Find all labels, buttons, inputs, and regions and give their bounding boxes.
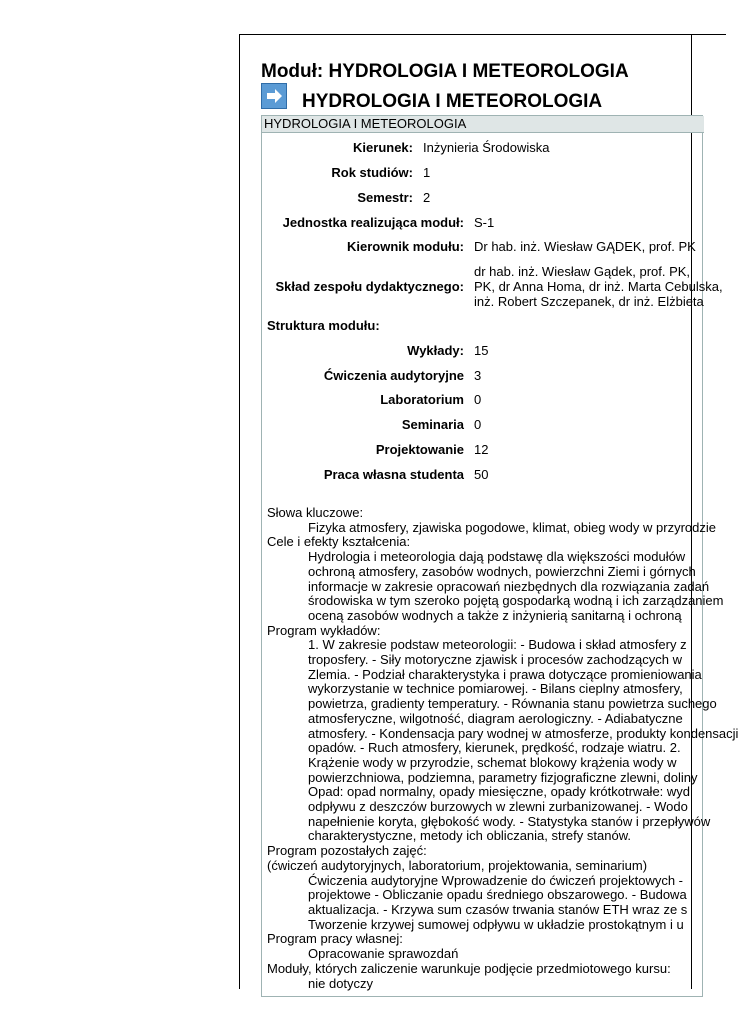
sklad-line-3: inż. Robert Szczepanek, dr inż. Elżbieta — [474, 294, 704, 309]
document-page — [239, 34, 738, 991]
other-classes-line: aktualizacja. - Krzywa sum czasów trwania stanów ETH wraz ze s — [308, 901, 688, 917]
sklad-label: Skład zespołu dydaktycznego: — [275, 279, 464, 294]
projektowanie-label: Projektowanie — [375, 442, 464, 457]
lectures-line: atmosfery. - Kondensacja pary wodnej w atmosferze, produkty kondensacji — [308, 725, 738, 741]
wyklady-value: 15 — [474, 343, 489, 358]
lectures-line: Krążenie wody w przyrodzie, schemat blokowy krążenia wody w — [308, 754, 677, 770]
lectures-line: odpływu z deszczów burzowych w zlewni zurbanizowanej. - Wodo — [308, 799, 688, 815]
module-header-bar: HYDROLOGIA I METEOROLOGIA — [262, 116, 704, 133]
goals-heading: Cele i efekty kształcenia: — [267, 534, 411, 550]
laboratorium-value: 0 — [474, 392, 482, 407]
page-clip — [240, 35, 738, 991]
projektowanie-value: 12 — [474, 442, 489, 457]
sklad-line-2: PK, dr Anna Homa, dr inż. Marta Cebulska, — [474, 279, 723, 294]
kierunek-label: Kierunek: — [353, 140, 413, 155]
other-classes-subheading: (ćwiczeń audytoryjnych, laboratorium, projektowania, seminarium) — [267, 857, 648, 873]
lectures-line: powierzchniowa, podziemna, parametry fizjograficzne zlewni, doliny — [308, 769, 698, 785]
page-title: Moduł: HYDROLOGIA I METEOROLOGIA — [261, 61, 629, 82]
seminaria-value: 0 — [474, 417, 482, 432]
lectures-line: wykorzystanie w technice pomiarowej. - Bilans cieplny atmosfery, — [308, 681, 683, 697]
lectures-line: powietrza, gradienty temperatury. - Równania stanu powietrza suchego — [308, 696, 717, 712]
other-classes-heading: Program pozostałych zajęć: — [267, 843, 427, 859]
keywords-heading: Słowa kluczowe: — [267, 505, 364, 520]
kierownik-value: Dr hab. inż. Wiesław GĄDEK, prof. PK — [474, 239, 696, 254]
seminaria-label: Seminaria — [401, 417, 464, 432]
jednostka-value: S-1 — [474, 215, 495, 230]
semestr-label: Semestr: — [357, 190, 413, 205]
lectures-line: napełnienie koryta, głębokość wody. - Statystyka stanów i przepływów — [308, 813, 711, 829]
struktura-heading: Struktura modułu: — [267, 318, 380, 333]
lectures-line: atmosferyczne, wilgotność, diagram aerologiczny. - Adiabatyczne — [308, 710, 683, 726]
rok-value: 1 — [423, 165, 431, 180]
semestr-value: 2 — [423, 190, 431, 205]
prerequisites-text: nie dotyczy — [308, 975, 374, 991]
jednostka-label: Jednostka realizująca moduł: — [282, 215, 464, 230]
lectures-line: troposfery. - Siły motoryczne zjawisk i procesów zachodzących w — [308, 652, 682, 668]
kierunek-value: Inżynieria Środowiska — [423, 140, 550, 155]
praca-wlasna-label: Praca własna studenta — [323, 467, 464, 482]
laboratorium-label: Laboratorium — [380, 392, 464, 407]
other-classes-line: Tworzenie krzywej sumowej odpływu w układzie prostokątnym i u — [308, 916, 684, 932]
goals-line: informacje w zakresie opracowań niezbędnych dla rozwiązania zadań — [308, 578, 710, 594]
kierownik-label: Kierownik modułu: — [347, 239, 464, 254]
prerequisites-heading: Moduły, których zaliczenie warunkuje podjęcie przedmiotowego kursu: — [267, 960, 671, 976]
goals-line: Hydrologia i meteorologia dają podstawę dla większości modułów — [308, 549, 686, 565]
module-description — [267, 505, 738, 991]
lectures-line: charakterystyczne, metody ich obliczania, strefy stanów. — [308, 828, 631, 844]
goals-line: środowiska w tym szeroko pojętą gospodarką wodną i ich zarządzaniem — [308, 593, 724, 609]
rok-label: Rok studiów: — [331, 165, 413, 180]
goals-line: oceną zasobów wodnych a także z inżynierią sanitarną i ochroną — [308, 607, 682, 623]
wyklady-label: Wykłady: — [407, 343, 464, 358]
other-classes-line: projektowe - Obliczanie opadu średniego obszarowego. - Budowa — [308, 887, 687, 903]
lectures-line: 1. W zakresie podstaw meteorologii: - Budowa i skład atmosfery z — [308, 637, 687, 653]
self-work-heading: Program pracy własnej: — [267, 931, 403, 947]
lectures-heading: Program wykładów: — [267, 622, 381, 638]
other-classes-line: Ćwiczenia audytoryjne Wprowadzenie do ćwiczeń projektowych - — [308, 872, 684, 888]
lectures-line: Zlemia. - Podział charakterystyka i prawa dotyczące promieniowania — [308, 666, 702, 682]
praca-wlasna-value: 50 — [474, 467, 489, 482]
goals-line: ochroną atmosfery, zasobów wodnych, powierzchni Ziemi i górnych — [308, 563, 696, 579]
cwiczenia-value: 3 — [474, 368, 482, 383]
arrow-right-icon[interactable] — [261, 83, 287, 109]
lectures-line: Opad: opad normalny, opady miesięczne, opady krótkotrwałe: wyd — [308, 784, 691, 800]
module-subtitle: HYDROLOGIA I METEOROLOGIA — [302, 91, 603, 112]
cwiczenia-label: Ćwiczenia audytoryjne — [323, 368, 464, 383]
self-work-text: Opracowanie sprawozdań — [308, 946, 459, 962]
lectures-line: opadów. - Ruch atmosfery, kierunek, prędkość, rodzaje wiatru. 2. — [308, 740, 681, 756]
keywords-text: Fizyka atmosfery, zjawiska pogodowe, klimat, obieg wody w przyrodzie — [308, 519, 716, 535]
sklad-line-1: dr hab. inż. Wiesław Gądek, prof. PK, — [474, 264, 691, 279]
